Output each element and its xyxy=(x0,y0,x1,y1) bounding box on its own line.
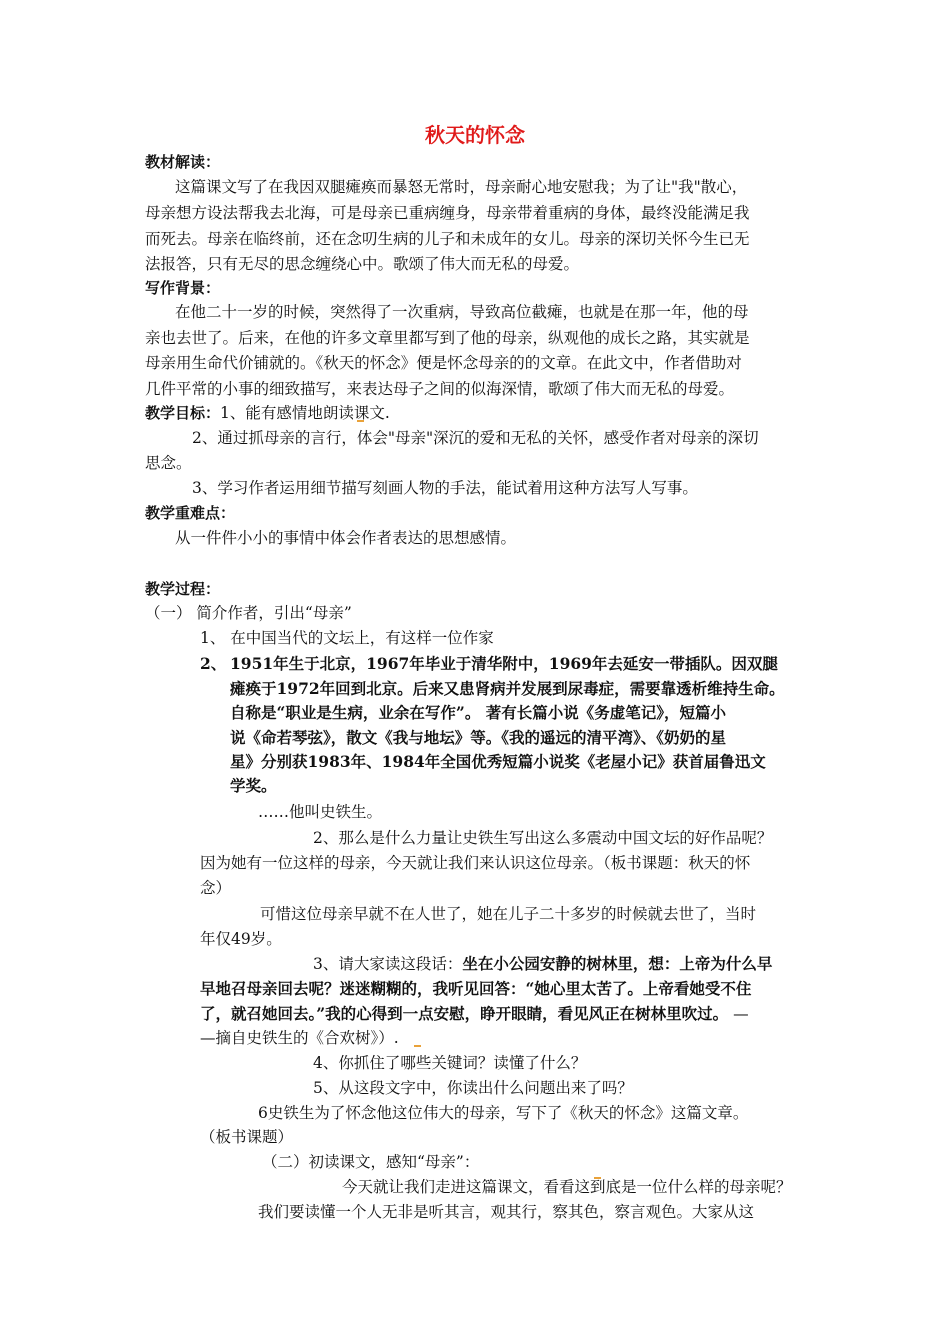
objective-line-1 xyxy=(145,401,390,425)
question-5: 5、从这段文字中，你读出什么问题出来了吗？ xyxy=(313,1079,633,1097)
paragraph-line: 亲也去世了。后来，在他的许多文章里都写到了他的母亲，纵观他的成长之路，其实就是 xyxy=(145,329,750,347)
objective-2-cont: 思念。 xyxy=(145,454,192,472)
question-4: 4、你抓住了哪些关键词？读懂了什么？ xyxy=(313,1054,587,1072)
section-2-line: 今天就让我们走进这篇课文，看看这到底是一位什么样的母亲呢？ xyxy=(342,1178,792,1196)
objective-3: 3、学习作者运用细节描写刻画人物的手法，能试着用这种方法写人写事。 xyxy=(192,479,698,497)
key-point: 从一件件小小的事情中体会作者表达的思想感情。 xyxy=(175,529,517,547)
author-bio-line: 说《命若琴弦》，散文《我与地坛》等。《我的遥远的清平湾》、《奶奶的星 xyxy=(230,728,727,747)
heading-mubiao: 教学目标： xyxy=(145,404,221,422)
heading-zhongnan: 教学重难点： xyxy=(145,504,236,522)
objective-1: 1、能有感情地朗读课文. xyxy=(220,404,390,422)
author-bio-line: 学奖。 xyxy=(230,776,277,795)
item-1: 1、 在中国当代的文坛上，有这样一位作家 xyxy=(200,629,494,647)
question-6-cont: （板书课题） xyxy=(200,1128,294,1146)
mother-note-cont: 年仅49岁。 xyxy=(200,930,282,948)
mother-note: 可惜这位母亲早就不在人世了，她在儿子二十多岁的时候就去世了，当时 xyxy=(260,905,757,923)
section-2-heading: （二）初读课文，感知“母亲”： xyxy=(262,1153,480,1171)
paragraph-line: 法报答，只有无尽的思念缠绕心中。歌颂了伟大而无私的母爱。 xyxy=(145,255,580,273)
paragraph-line: 在他二十一岁的时候，突然得了一次重病，导致高位截瘫，也就是在那一年，他的母 xyxy=(175,303,749,321)
squiggle-mark xyxy=(594,1170,601,1179)
author-bio-line: 瘫痪于1972年回到北京。后来又患肾病并发展到尿毒症，需要靠透析维持生命。 xyxy=(230,679,785,698)
paragraph-line: 母亲用生命代价铺就的。《秋天的怀念》便是怀念母亲的的文章。在此文中，作者借助对 xyxy=(145,354,742,372)
author-name-line: ……他叫史铁生。 xyxy=(258,803,383,821)
quote-text: 了，就召她回去。”我的心得到一点安慰，睁开眼睛，看见风正在树林里吹过。 xyxy=(200,1004,729,1023)
paragraph-line: 母亲想方设法帮我去北海，可是母亲已重病缠身，母亲带着重病的身体，最终没能满足我 xyxy=(145,204,750,222)
quote-text: 坐在小公园安静的树林里，想：上帝为什么早 xyxy=(462,954,773,973)
section-1-heading: （一） 简介作者，引出“母亲” xyxy=(145,604,352,622)
author-bio-line: 自称是“职业是生病，业余在写作”。 著有长篇小说《务虚笔记》，短篇小 xyxy=(230,703,726,722)
question-2-cont: 念） xyxy=(200,879,232,897)
paragraph-line: 几件平常的小事的细致描写，来表达母子之间的似海深情，歌颂了伟大而无私的母爱。 xyxy=(145,380,735,398)
paragraph-line: 而死去。母亲在临终前，还在念叨生病的儿子和未成年的女儿。母亲的深切关怀今生已无 xyxy=(145,230,750,248)
question-2: 2、那么是什么力量让史铁生写出这么多震动中国文坛的好作品呢？ xyxy=(313,829,773,847)
question-2-cont: 因为她有一位这样的母亲，今天就让我们来认识这位母亲。（板书课题：秋天的怀 xyxy=(200,854,751,872)
page-title: 秋天的怀念 xyxy=(425,123,525,147)
quote-line xyxy=(200,1002,749,1026)
quote-text: 早地召母亲回去呢？迷迷糊糊的，我听见回答：“她心里太苦了。上帝看她受不住 xyxy=(200,979,752,998)
author-bio-line: 1951年生于北京，1967年毕业于清华附中，1969年去延安一带插队。因双腿 xyxy=(230,654,778,673)
heading-guocheng: 教学过程： xyxy=(145,580,221,598)
question-3 xyxy=(313,952,772,976)
section-2-line: 我们要读懂一个人无非是听其言，观其行，察其色，察言观色。大家从这 xyxy=(258,1203,755,1221)
question-6: 6史铁生为了怀念他这位伟大的母亲，写下了《秋天的怀念》这篇文章。 xyxy=(258,1104,749,1122)
paragraph-line: 这篇课文写了在我因双腿瘫痪而暴怒无常时，母亲耐心地安慰我；为了让"我"散心， xyxy=(175,178,748,196)
item-2-number: 2、 xyxy=(200,654,227,673)
squiggle-mark xyxy=(357,413,364,422)
heading-beijing: 写作背景： xyxy=(145,279,221,297)
quote-source: —摘自史铁生的《合欢树》）. xyxy=(200,1029,399,1047)
heading-jiaocai: 教材解读： xyxy=(145,153,221,171)
question-3-lead: 3、请大家读这段话： xyxy=(313,955,463,973)
quote-dash: — xyxy=(733,1005,749,1023)
squiggle-mark xyxy=(414,1038,421,1047)
author-bio-line: 星》分别获1983年、1984年全国优秀短篇小说奖《老屋小记》获首届鲁迅文 xyxy=(230,752,766,771)
objective-2: 2、通过抓母亲的言行，体会"母亲"深沉的爱和无私的关怀，感受作者对母亲的深切 xyxy=(192,429,759,447)
